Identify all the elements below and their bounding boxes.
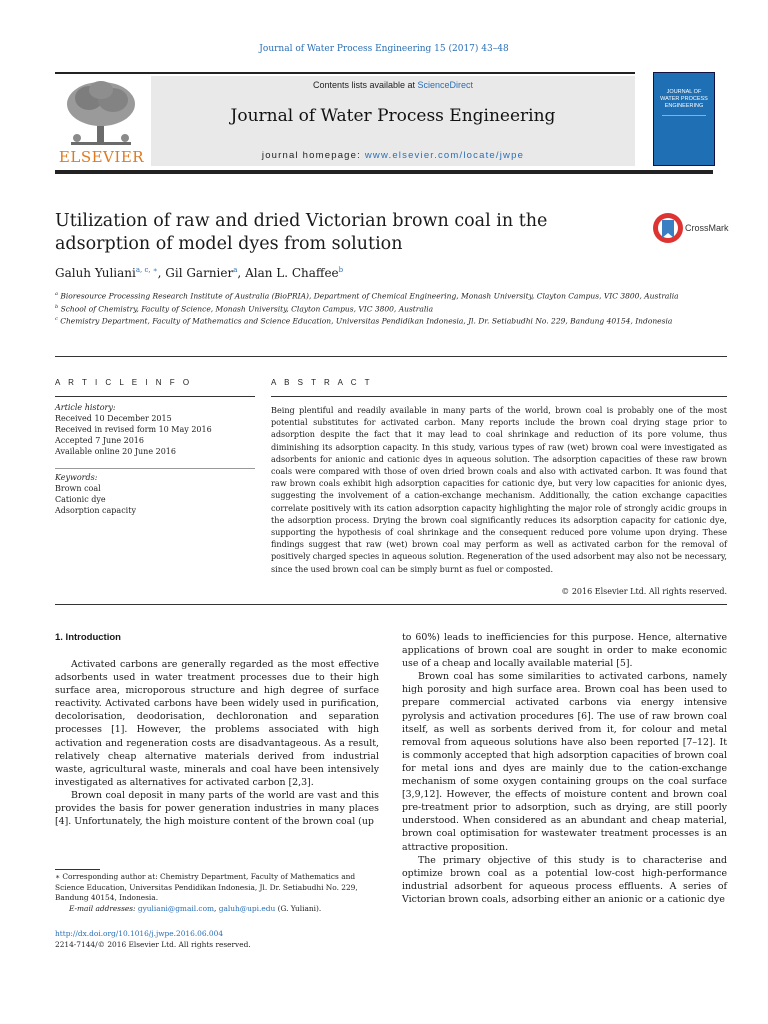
abstract-copyright: © 2016 Elsevier Ltd. All rights reserved. bbox=[561, 587, 727, 596]
doi-block bbox=[55, 929, 379, 950]
header-top-rule bbox=[55, 72, 635, 74]
homepage-line bbox=[151, 150, 635, 161]
body-column-left bbox=[55, 658, 379, 828]
elsevier-tree-icon bbox=[61, 78, 141, 150]
keyword-item: Cationic dye bbox=[55, 495, 106, 504]
email-suffix: (G. Yuliani). bbox=[275, 903, 322, 913]
journal-citation-link[interactable]: Journal of Water Process Engineering 15 (2017) 43–48 bbox=[259, 44, 509, 54]
cover-line-3: ENGINEERING bbox=[664, 103, 704, 109]
history-revised: Received in revised form 10 May 2016 bbox=[55, 425, 212, 434]
article-history bbox=[55, 402, 255, 457]
footnote bbox=[55, 872, 379, 914]
section-rule bbox=[55, 356, 727, 357]
corresponding-author-note: ∗ Corresponding author at: Chemistry Department, Faculty of Mathematics and Science Education, Universitas Pendidikan Indonesia, Jl. Dr. Setiabudhi No. 229, Bandung 40154, Indonesia. bbox=[55, 872, 358, 902]
affiliation-mark: a bbox=[55, 291, 58, 297]
contents-line bbox=[151, 80, 635, 90]
homepage-prefix: journal homepage: bbox=[261, 150, 365, 161]
email-line bbox=[55, 904, 379, 915]
crossmark-badge[interactable] bbox=[652, 210, 732, 246]
abstract-rule bbox=[271, 396, 727, 397]
affiliation-mark: b bbox=[55, 303, 59, 310]
email-label: E-mail addresses: bbox=[69, 903, 138, 913]
homepage-link[interactable]: www.elsevier.com/locate/jwpe bbox=[364, 150, 525, 161]
history-online: Available online 20 June 2016 bbox=[55, 447, 176, 456]
issn-line: 2214-7144/© 2016 Elsevier Ltd. All rights reserved. bbox=[55, 939, 251, 949]
article-info-heading: A R T I C L E I N F O bbox=[55, 378, 193, 387]
article-title: Utilization of raw and dried Victorian brown coal in the adsorption of model dyes from solution bbox=[55, 211, 548, 254]
body-paragraph: Brown coal deposit in many parts of the world are vast and this provides the basis for power generation industries in many places [4]. Unfortunately, the high moisture content of the brown coal (up bbox=[55, 789, 379, 828]
author-2[interactable] bbox=[165, 266, 237, 280]
author-list bbox=[55, 266, 343, 280]
cover-line-2: WATER PROCESS bbox=[660, 96, 708, 102]
crossmark-icon bbox=[652, 212, 684, 244]
body-column-right bbox=[402, 631, 727, 906]
affiliation-a bbox=[55, 289, 680, 302]
author-name: Galuh Yuliani bbox=[55, 266, 136, 280]
affiliation-b bbox=[55, 302, 680, 315]
section-rule bbox=[55, 604, 727, 605]
affiliations bbox=[55, 289, 680, 327]
author-separator: , bbox=[157, 266, 166, 280]
affiliation-text: Bioresource Processing Research Institute of Australia (BioPRIA), Department of Chemical Engineering, Monash University, Clayton Campus, VIC 3800, Australia bbox=[60, 291, 679, 301]
publisher-wordmark: ELSEVIER bbox=[58, 148, 145, 166]
keywords-rule bbox=[55, 468, 255, 469]
abstract-heading: A B S T R A C T bbox=[271, 378, 373, 387]
contents-prefix: Contents lists available at bbox=[312, 80, 418, 90]
cover-title bbox=[654, 89, 714, 110]
author-affil-mark[interactable]: a bbox=[233, 266, 238, 274]
introduction-heading: 1. Introduction bbox=[55, 632, 121, 643]
journal-title: Journal of Water Process Engineering bbox=[230, 106, 556, 126]
body-paragraph: Activated carbons are generally regarded as the most effective adsorbents used in water treatment processes due to their high surface area, microporous structure and high degree of surface reactivity. Activated carbons have been widely used in purification, decolorisation, deodorisation, dechloronation and separation processes [1]. However, the problems associated with high activation and regeneration costs are disadvantageous. As a result, relatively cheap alternative materials derived from industrial waste, agricultural waste, minerals and coal have been intensively investigated as alternatives for activated carbon [2,3]. bbox=[55, 659, 379, 788]
keywords bbox=[55, 472, 255, 516]
history-accepted: Accepted 7 June 2016 bbox=[55, 436, 144, 445]
article-info-rule bbox=[55, 396, 255, 397]
history-received: Received 10 December 2015 bbox=[55, 414, 172, 423]
keyword-item: Adsorption capacity bbox=[55, 506, 136, 515]
author-name: Alan L. Chaffee bbox=[245, 266, 339, 280]
author-name: Gil Garnier bbox=[165, 266, 234, 280]
author-1[interactable] bbox=[55, 266, 158, 280]
keyword-item: Brown coal bbox=[55, 484, 101, 493]
doi-link[interactable]: http://dx.doi.org/10.1016/j.jwpe.2016.06.004 bbox=[55, 929, 224, 938]
body-paragraph: Brown coal has some similarities to activated carbons, namely high porosity and high surface area. Brown coal has been used to prepare commercial activated carbons via energy intensive pyrolysis and activation procedures [6]. The use of raw brown coal itself, as well as sorbents derived from it, for colour and metal removal from aqueous solutions have also been reported [7–12]. It is commonly accepted that high adsorption capacities of brown coal for metal ions and dyes are mainly due to the cation-exchange mechanism of some oxygen containing groups on the coal surface [3,9,12]. However, the effects of moisture content and brown coal pre-treatment prior to adsorption, such as drying, are still poorly understood. When considered as an abundant and cheap material, brown coal optimisation for wastewater treatment processes is an attractive proposition. bbox=[402, 671, 727, 853]
affiliation-c bbox=[55, 314, 680, 327]
body-paragraph: to 60%) leads to inefficiencies for this purpose. Hence, alternative applications of brown coal are sought in order to make economic use of a cheap and locally available material [5]. bbox=[402, 632, 727, 670]
author-separator: , bbox=[237, 266, 246, 280]
cover-line-1: JOURNAL OF bbox=[666, 89, 702, 95]
email-link-2[interactable]: galuh@upi.edu bbox=[218, 903, 276, 913]
abstract-text: Being plentiful and readily available in many parts of the world, brown coal is probably one of the most potential substitutes for activated carbon. Many reports include the brown coal drying stage prior to adsorption despite the fact that it may lead to coal shrinkage and reduction of its pore volume, thus diminishing its adsorption capacity. In this study, various types of raw (wet) brown coal were investigated as adsorbents for anionic and cationic dyes in aqueous solution. The adsorption capacities of these raw brown coals were compared with those of oven dried brown coals and also with activated carbon. It was found that raw brown coals exhibit high adsorption capacities for cationic dye, but very low capacities for anionic dyes, suggesting the involvement of a cation-exchange mechanism. Additionally, the cation exchange capacities correlate positively with its cation adsorption capacity highlighting the major role of strongly acidic groups in the adsorption process. Drying the brown coal significantly reduces its adsorption capacity for cationic dye, supporting the hypothesis of coal shrinkage and the consequent reduced pore volume upon drying. These findings suggest that raw (wet) brown coal may perform as well as activated carbon for the removal of positively charged species in aqueous solution. Regeneration of the used adsorbent may also not be necessary, since the used brown coal can be simply burnt as fuel or composted. bbox=[271, 405, 727, 574]
keywords-label: Keywords: bbox=[55, 473, 98, 482]
sciencedirect-link[interactable]: ScienceDirect bbox=[417, 80, 474, 90]
elsevier-logo[interactable] bbox=[55, 76, 148, 166]
journal-cover-thumbnail[interactable] bbox=[653, 72, 715, 166]
email-link-1[interactable]: gyuliani@gmail.com bbox=[137, 903, 215, 913]
affiliation-text: Chemistry Department, Faculty of Mathematics and Science Education, Universitas Pendidikan Indonesia, Jl. Dr. Setiabudhi No. 229, Bandung 40154, Indonesia bbox=[60, 316, 673, 326]
author-affil-mark[interactable]: b bbox=[338, 266, 344, 274]
crossmark-label: CrossMark bbox=[685, 223, 729, 233]
body-paragraph: The primary objective of this study is to characterise and optimize brown coal as a potential low-cost high-performance industrial adsorbent for aqueous process effluents. A series of Victorian brown coals, adsorbing either an anionic or a cationic dye bbox=[402, 854, 727, 905]
cover-divider bbox=[662, 115, 706, 116]
journal-banner bbox=[151, 76, 635, 166]
affiliation-mark: c bbox=[55, 316, 58, 322]
footnote-rule bbox=[55, 869, 100, 870]
author-affil-mark[interactable]: a, c, ∗ bbox=[135, 266, 158, 274]
affiliation-text: School of Chemistry, Faculty of Science, Monash University, Clayton Campus, VIC 3800, Australia bbox=[60, 304, 434, 313]
author-3[interactable] bbox=[245, 266, 343, 280]
history-label: Article history: bbox=[55, 403, 116, 412]
header-bottom-rule bbox=[55, 170, 713, 174]
email-separator: , bbox=[214, 903, 219, 913]
